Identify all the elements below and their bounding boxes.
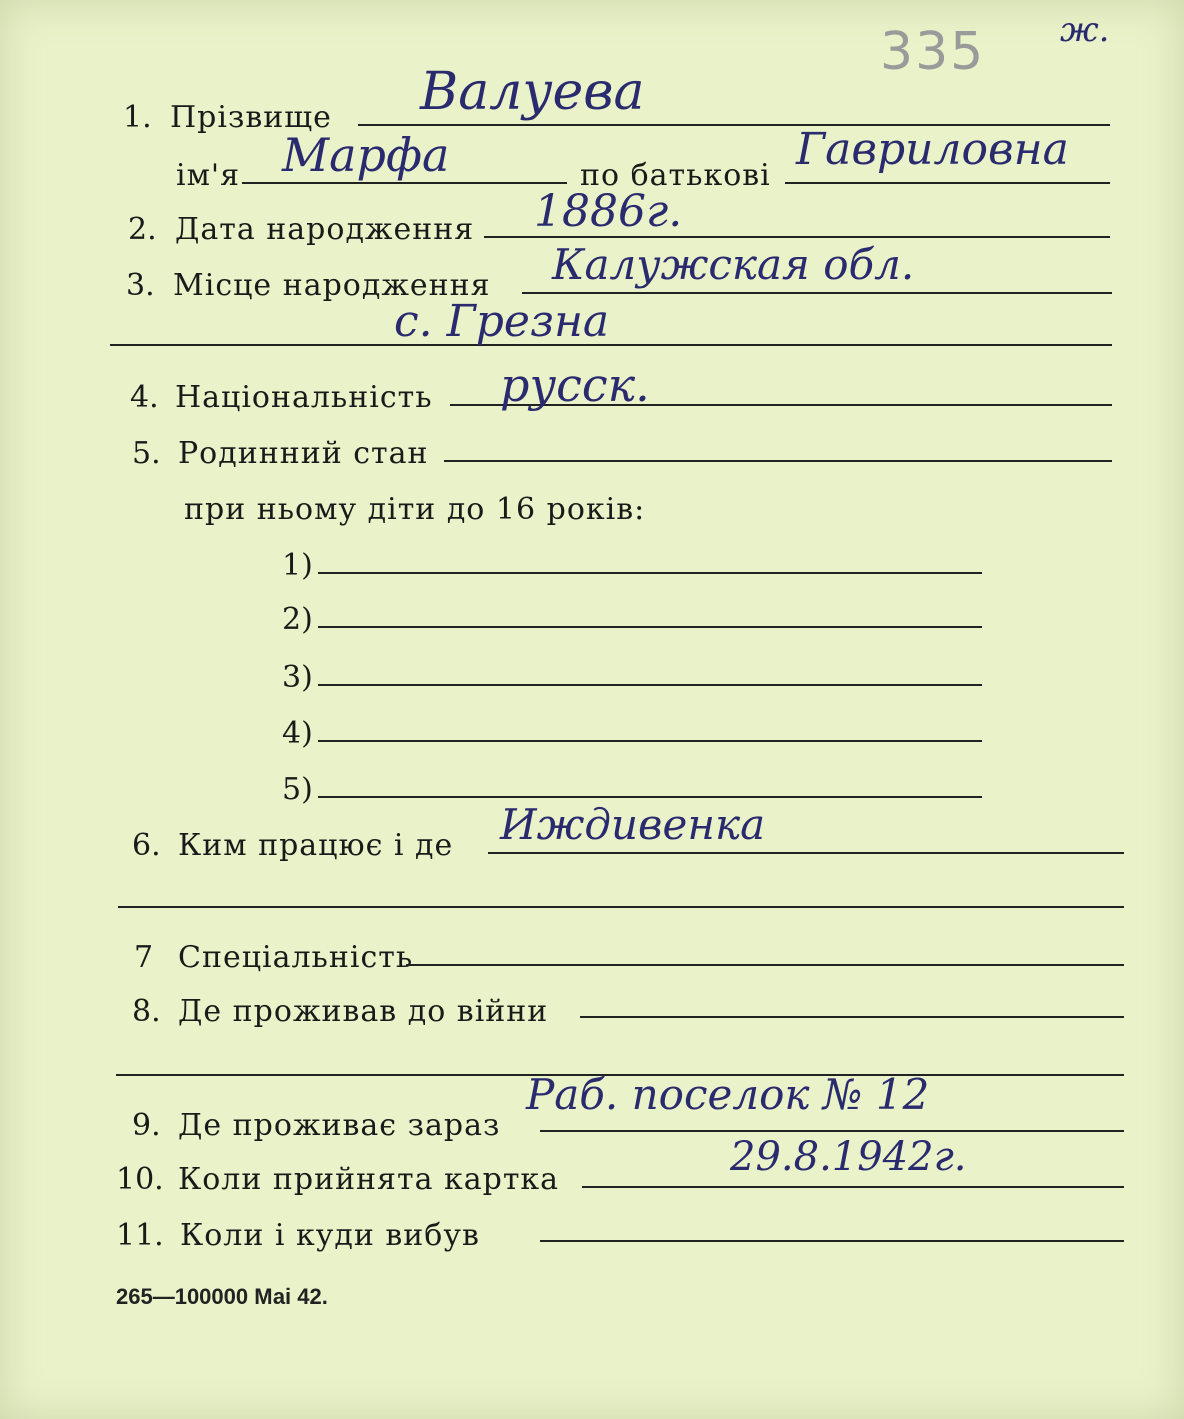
field-number-2: 2. bbox=[128, 212, 157, 247]
field-number-7: 7 bbox=[134, 940, 154, 975]
field-number-11: 11. bbox=[116, 1218, 164, 1253]
work-line bbox=[488, 852, 1124, 854]
specialty-label: Спеціальність bbox=[178, 940, 414, 975]
accepted-line bbox=[582, 1186, 1124, 1188]
accepted-label: Коли прийнята картка bbox=[178, 1162, 560, 1197]
accepted-value: 29.8.1942г. bbox=[730, 1134, 967, 1180]
child-item-1: 1) bbox=[282, 548, 313, 583]
current-line bbox=[540, 1130, 1124, 1132]
birth-place-line bbox=[522, 292, 1112, 294]
field-number-8: 8. bbox=[132, 994, 161, 1029]
work-label: Ким працює і де bbox=[178, 828, 454, 863]
name-line bbox=[242, 182, 567, 184]
surname-label: Прізвище bbox=[170, 100, 332, 135]
field-number-6: 6. bbox=[132, 828, 161, 863]
child-item-3: 3) bbox=[282, 660, 313, 695]
surname-value: Валуева bbox=[420, 62, 645, 122]
name-label: ім'я bbox=[176, 158, 241, 193]
prewar-label: Де проживав до війни bbox=[178, 994, 549, 1029]
birth-place-label: Місце народження bbox=[173, 268, 491, 303]
work-value: Иждивенка bbox=[500, 800, 766, 849]
departed-line bbox=[540, 1240, 1124, 1242]
current-value: Раб. поселок № 12 bbox=[526, 1070, 930, 1119]
birth-date-label: Дата народження bbox=[175, 212, 475, 247]
birth-place-value-2: с. Грезна bbox=[394, 296, 610, 347]
child-item-2: 2) bbox=[282, 602, 313, 637]
departed-label: Коли і куди вибув bbox=[180, 1218, 480, 1253]
patronymic-label: по батькові bbox=[580, 158, 771, 193]
birth-place-line-2 bbox=[110, 344, 1112, 346]
child-line-4 bbox=[318, 740, 982, 742]
family-line bbox=[444, 460, 1112, 462]
patronymic-line bbox=[785, 182, 1110, 184]
nationality-label: Національність bbox=[175, 380, 433, 415]
field-number-10: 10. bbox=[116, 1162, 164, 1197]
work-line-2 bbox=[118, 906, 1124, 908]
child-line-1 bbox=[318, 572, 982, 574]
patronymic-value: Гавриловна bbox=[796, 124, 1069, 175]
specialty-line bbox=[406, 964, 1124, 966]
prewar-line bbox=[580, 1016, 1124, 1018]
family-label: Родинний стан bbox=[178, 436, 429, 471]
print-imprint: 265—100000 Маі 42. bbox=[116, 1284, 328, 1309]
name-value: Марфа bbox=[282, 128, 450, 182]
corner-mark: ж. bbox=[1060, 10, 1110, 50]
birth-date-value: 1886г. bbox=[534, 186, 683, 237]
field-number-1: 1. bbox=[123, 100, 152, 135]
current-label: Де проживає зараз bbox=[178, 1108, 501, 1143]
pencil-number: 335 bbox=[880, 22, 986, 82]
birth-place-value: Калужская обл. bbox=[552, 240, 915, 289]
field-number-5: 5. bbox=[132, 436, 161, 471]
field-number-3: 3. bbox=[126, 268, 155, 303]
nationality-value: русск. bbox=[500, 358, 650, 412]
child-item-4: 4) bbox=[282, 716, 313, 751]
child-line-3 bbox=[318, 684, 982, 686]
child-line-5 bbox=[318, 796, 982, 798]
children-label: при ньому діти до 16 років: bbox=[184, 492, 646, 527]
field-number-4: 4. bbox=[130, 380, 159, 415]
child-item-5: 5) bbox=[282, 772, 313, 807]
field-number-9: 9. bbox=[132, 1108, 161, 1143]
child-line-2 bbox=[318, 626, 982, 628]
